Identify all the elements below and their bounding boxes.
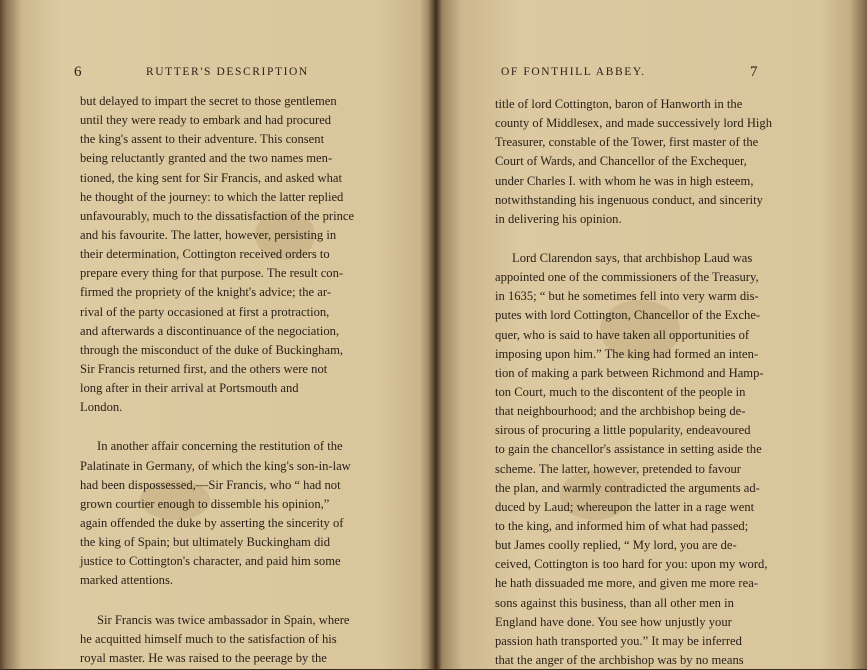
paragraph bbox=[80, 611, 370, 668]
text-line: until they were ready to embark and had procured bbox=[80, 113, 332, 128]
text-line: Treasurer, constable of the Tower, first master of the bbox=[495, 135, 759, 150]
text-line: putes with lord Cottington, Chancellor of the Exche- bbox=[495, 308, 761, 323]
text-line: In another affair concerning the restitution of the bbox=[97, 439, 343, 454]
text-line: again offended the duke by asserting the sincerity of bbox=[80, 515, 344, 530]
paragraph bbox=[80, 437, 370, 590]
text-line: unfavourably, much to the dissatisfaction of the prince bbox=[80, 208, 355, 223]
text-line: prepare every thing for that purpose. The result con- bbox=[80, 266, 344, 281]
text-line: notwithstanding his ingenuous conduct, and sincerity bbox=[495, 192, 763, 207]
text-line: duced by Laud; whereupon the latter in a rage went bbox=[495, 499, 755, 514]
text-line: through the misconduct of the duke of Buckingham, bbox=[80, 342, 344, 357]
text-line: London. bbox=[80, 400, 123, 415]
text-line: but James coolly replied, “ My lord, you are de- bbox=[495, 538, 737, 553]
text-line: marked attentions. bbox=[80, 573, 174, 588]
text-line: to the king, and informed him of what had passed; bbox=[495, 518, 749, 533]
paragraph-gap bbox=[80, 417, 370, 437]
text-line: tion of making a park between Richmond and Hamp- bbox=[495, 365, 764, 380]
text-line: the plan, and warmly contradicted the arguments ad- bbox=[495, 480, 760, 495]
text-line: he hath dissuaded me more, and given me more rea- bbox=[495, 576, 758, 591]
text-line: Sir Francis returned first, and the others were not bbox=[80, 361, 328, 376]
paragraph-gap bbox=[80, 591, 370, 611]
text-line: quer, who is said to have taken all opportunities of bbox=[495, 327, 750, 342]
text-line: royal master. He was raised to the peerage by the bbox=[80, 650, 327, 665]
text-line: justice to Cottington's character, and paid him some bbox=[80, 554, 341, 569]
paragraph bbox=[495, 95, 785, 229]
text-line: in delivering his opinion. bbox=[495, 211, 622, 226]
right-page-text bbox=[495, 95, 785, 670]
text-line: he thought of the journey: to which the latter replied bbox=[80, 189, 344, 204]
running-head: RUTTER'S DESCRIPTION bbox=[146, 66, 309, 78]
text-line: in 1635; “ but he sometimes fell into very warm dis- bbox=[495, 289, 759, 304]
text-line: tioned, the king sent for Sir Francis, and asked what bbox=[80, 170, 342, 185]
left-page bbox=[0, 0, 432, 669]
text-line: Court of Wards, and Chancellor of the Exchequer, bbox=[495, 154, 747, 169]
text-line: that neighbourhood; and the archbishop being de- bbox=[495, 404, 746, 419]
text-line: title of lord Cottington, baron of Hanworth in the bbox=[495, 97, 743, 111]
text-line: their determination, Cottington received orders to bbox=[80, 247, 330, 262]
page-number: 6 bbox=[74, 64, 82, 80]
page-number: 7 bbox=[750, 64, 758, 80]
text-line: the king's assent to their adventure. This consent bbox=[80, 132, 325, 147]
text-line: under Charles I. with whom he was in high esteem, bbox=[495, 173, 754, 188]
text-line: had been dispossessed,—Sir Francis, who “ had not bbox=[80, 477, 341, 492]
text-line: and afterwards a discontinuance of the negociation, bbox=[80, 323, 340, 338]
text-line: scheme. The latter, however, pretended to favour bbox=[495, 461, 741, 476]
text-line: and his favourite. The latter, however, persisting in bbox=[80, 227, 337, 242]
text-line: sons against this business, than all other men in bbox=[495, 595, 734, 610]
text-line: but delayed to impart the secret to those gentlemen bbox=[80, 94, 337, 108]
text-line: grown courtier enough to dissemble his opinion,” bbox=[80, 496, 330, 511]
text-line: he acquitted himself much to the satisfaction of his bbox=[80, 631, 337, 646]
text-line: county of Middlesex, and made successively lord High bbox=[495, 116, 773, 131]
text-line: long after in their arrival at Portsmouth and bbox=[80, 381, 299, 396]
text-line: passion hath transported you.” It may be inferred bbox=[495, 633, 742, 648]
right-page bbox=[437, 0, 867, 669]
text-line: the king of Spain; but ultimately Buckingham did bbox=[80, 535, 331, 550]
text-line: firmed the propriety of the knight's advice; the ar- bbox=[80, 285, 332, 300]
text-line: that the anger of the archbishop was by no means bbox=[495, 652, 744, 667]
text-line: sirous of procuring a little popularity, endeavoured bbox=[495, 423, 751, 438]
paragraph bbox=[80, 92, 370, 417]
text-line: ton Court, much to the discontent of the people in bbox=[495, 384, 746, 399]
text-line: rival of the party occasioned at first a protraction, bbox=[80, 304, 330, 319]
text-line: Palatinate in Germany, of which the king's son-in-law bbox=[80, 458, 351, 473]
text-line: England have done. You see how unjustly your bbox=[495, 614, 732, 629]
text-line: being reluctantly granted and the two names men- bbox=[80, 151, 333, 166]
text-line: imposing upon him.” The king had formed an inten- bbox=[495, 346, 759, 361]
paragraph-gap bbox=[495, 229, 785, 249]
paragraph bbox=[495, 249, 785, 670]
text-line: to gain the chancellor's assistance in setting aside the bbox=[495, 442, 762, 457]
text-line: Sir Francis was twice ambassador in Spain, where bbox=[97, 612, 350, 627]
running-head: OF FONTHILL ABBEY. bbox=[501, 66, 646, 78]
text-line: appointed one of the commissioners of the Treasury, bbox=[495, 270, 759, 285]
text-line: Lord Clarendon says, that archbishop Laud was bbox=[512, 250, 753, 265]
text-line: ceived, Cottington is too hard for you: upon my word, bbox=[495, 557, 768, 572]
left-page-text bbox=[80, 92, 370, 668]
